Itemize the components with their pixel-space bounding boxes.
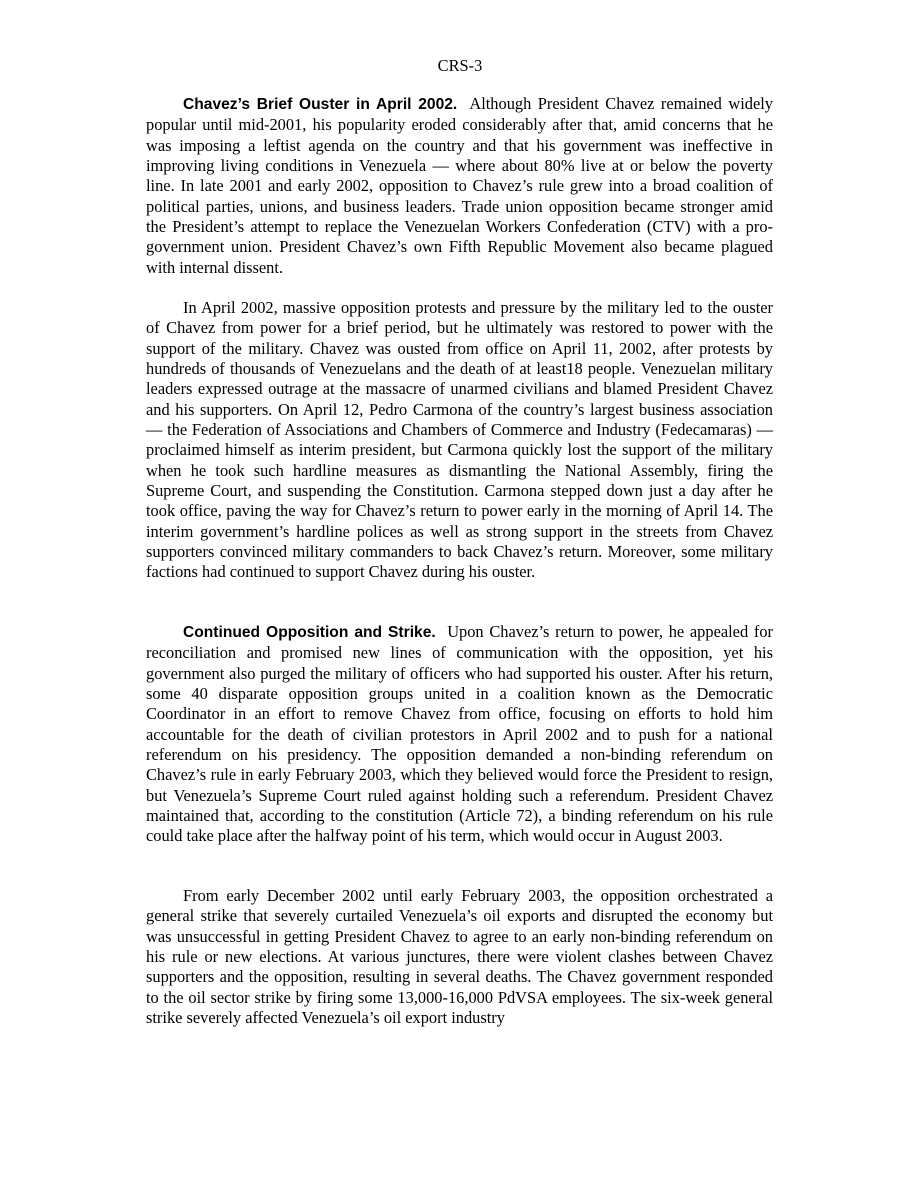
- paragraph-opposition-strike: [146, 622, 773, 847]
- section-heading-opposition: Continued Opposition and Strike.: [183, 624, 436, 641]
- section-heading-ouster: Chavez’s Brief Ouster in April 2002.: [183, 96, 458, 113]
- paragraph-ouster: [146, 94, 773, 278]
- paragraph-april-2002: [146, 298, 773, 583]
- paragraph-text: Upon Chavez’s return to power, he appealed for reconciliation and promised new lines of communication with the opposition, yet his government also purged the military of officers who had supported his ouster. After his return, some 40 disparate opposition groups united in a coalition known as the Democratic Coordinator in an effort to remove Chavez from office, focusing on efforts to hold him accountable for the death of civilian protestors in April 2002 and to push for a national referendum on his presidency. The opposition demanded a non-binding referendum on Chavez’s rule in early February 2003, which they believed would force the President to resign, but Venezuela’s Supreme Court ruled against holding such a referendum. President Chavez maintained that, according to the constitution (Article 72), a binding referendum on his rule could take place after the halfway point of his term, which would occur in August 2003.: [146, 622, 773, 846]
- paragraph-text: In April 2002, massive opposition protests and pressure by the military led to the ouster of Chavez from power for a brief period, but he ultimately was restored to power with the support of the military. Chavez was ousted from office on April 11, 2002, after protests by hundreds of thousands of Venezuelans and the death of at least18 people. Venezuelan military leaders expressed outrage at the massacre of unarmed civilians and blamed President Chavez and his supporters. On April 12, Pedro Carmona of the country’s largest business association — the Federation of Associations and Chambers of Commerce and Industry (Fedecamaras) — proclaimed himself as interim president, but Carmona quickly lost the support of the military when he took such hardline measures as dismantling the National Assembly, firing the Supreme Court, and suspending the Constitution. Carmona stepped down just a day after he took office, paving the way for Chavez’s return to power early in the morning of April 14. The interim government’s hardline polices as well as strong support in the streets from Chavez supporters convinced military commanders to back Chavez’s return. Moreover, some military factions had continued to support Chavez during his ouster.: [146, 298, 773, 582]
- page-number-header: CRS-3: [437, 56, 483, 75]
- paragraph-text: From early December 2002 until early February 2003, the opposition orchestrated a general strike that severely curtailed Venezuela’s oil exports and disrupted the economy but was unsuccessful in getting President Chavez to agree to an early non-binding referendum on his rule or new elections. At various junctures, there were violent clashes between Chavez supporters and the opposition, resulting in several deaths. The Chavez government responded to the oil sector strike by firing some 13,000-16,000 PdVSA employees. The six-week general strike severely affected Venezuela’s oil export industry: [146, 886, 773, 1027]
- paragraph-text: Although President Chavez remained widely popular until mid-2001, his popularity eroded considerably after that, amid concerns that he was imposing a leftist agenda on the country and that his government was ineffective in improving living conditions in Venezuela — where about 80% live at or below the poverty line. In late 2001 and early 2002, opposition to Chavez’s rule grew into a broad coalition of political parties, unions, and business leaders. Trade union opposition became stronger amid the President’s attempt to replace the Venezuelan Workers Confederation (CTV) with a pro-government union. President Chavez’s own Fifth Republic Movement also became plagued with internal dissent.: [146, 94, 773, 277]
- paragraph-general-strike: [146, 886, 773, 1028]
